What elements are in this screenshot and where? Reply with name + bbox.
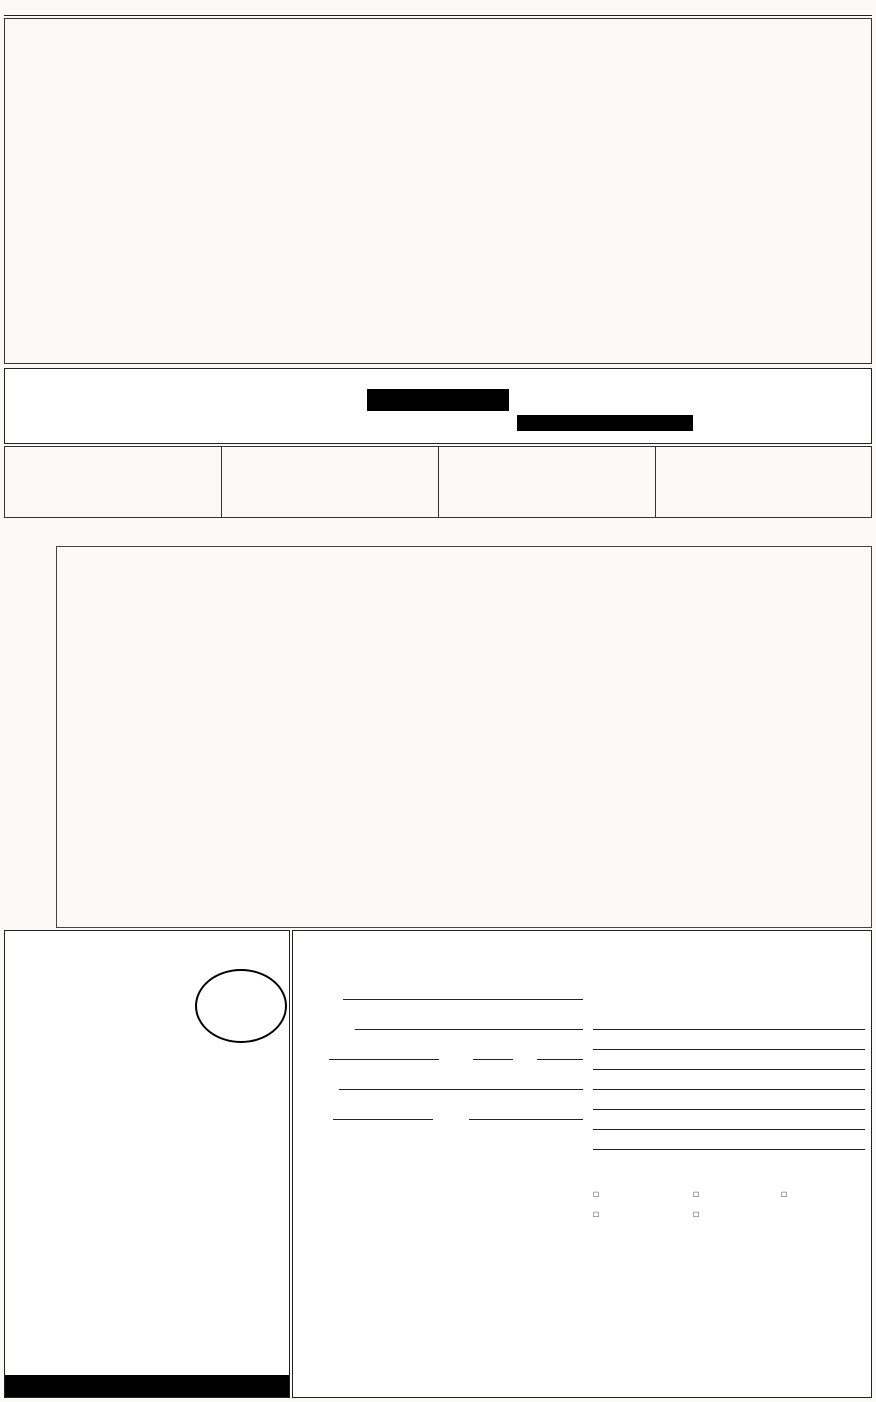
eves-field[interactable] [469,1119,583,1120]
ad-copy-line[interactable] [593,1089,865,1090]
masthead [4,4,872,16]
instruction-steps [4,446,872,518]
step-3 [438,446,655,518]
checkbox-travel[interactable]: ☐ [781,1192,788,1199]
step-4 [655,446,872,518]
pizza-lovers-ad [4,930,290,1398]
banner-cost [517,415,693,431]
ad-copy-line[interactable] [593,1109,865,1110]
name-field[interactable] [343,999,583,1000]
shields-logo [195,969,287,1043]
checkbox-seniors[interactable]: ☐ [693,1212,700,1219]
checkbox-sports[interactable]: ☐ [693,1192,700,1199]
ad-copy-line[interactable] [593,1069,865,1070]
step-2 [221,446,438,518]
step-1 [4,446,221,518]
address-field[interactable] [355,1029,583,1030]
classified-columns [4,18,872,364]
pizza-footer [5,1375,290,1398]
coupon-print-note [593,963,865,967]
ad-copy-line[interactable] [593,1149,865,1150]
ad-copy-line[interactable] [593,1029,865,1030]
ad-copy-line[interactable] [593,1049,865,1050]
personal-scene-banner [4,368,872,444]
days-field[interactable] [333,1119,433,1120]
ad-copy-line[interactable] [593,1129,865,1130]
personal-scene-coupon [292,930,872,1398]
state-field[interactable] [473,1059,513,1060]
phone-field[interactable] [339,1089,583,1090]
pizza-body [13,1071,283,1077]
left-margin [4,546,54,928]
legal-disclaimer [4,519,872,543]
checkbox-men-seeking-women[interactable]: ☐ [593,1192,600,1199]
checkbox-women-seeking-men[interactable]: ☐ [593,1212,600,1219]
banner-tagline [367,389,509,411]
zip-field[interactable] [537,1059,583,1060]
city-field[interactable] [329,1059,439,1060]
personals-grid [56,546,872,928]
